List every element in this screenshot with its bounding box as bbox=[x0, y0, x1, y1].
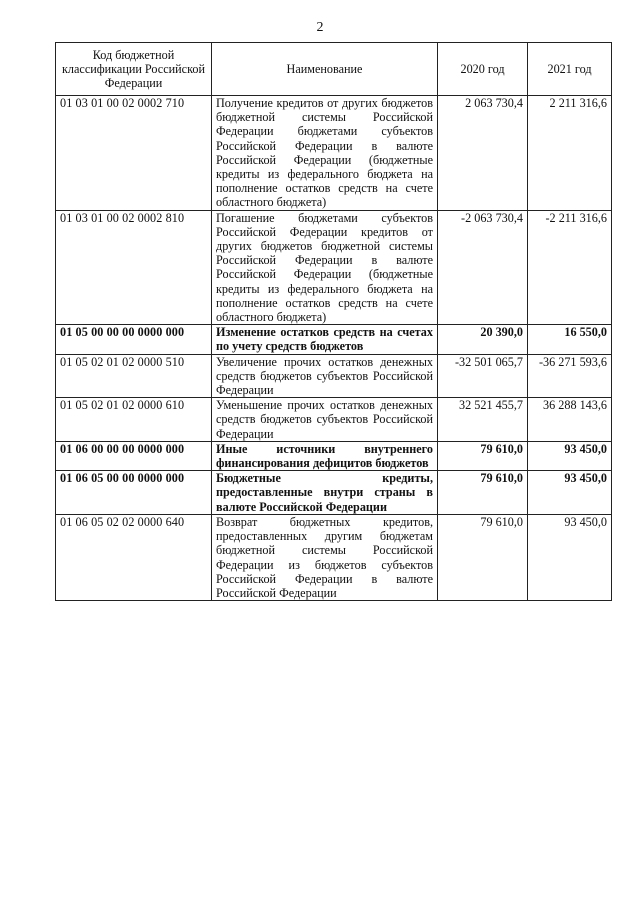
row-value-2021: 16 550,0 bbox=[528, 325, 612, 354]
row-value-2021: 2 211 316,6 bbox=[528, 96, 612, 211]
row-value-2020: -2 063 730,4 bbox=[438, 210, 528, 325]
table-row bbox=[56, 96, 612, 211]
row-value-2020: 79 610,0 bbox=[438, 441, 528, 470]
row-code: 01 05 02 01 02 0000 610 bbox=[56, 398, 212, 442]
row-code: 01 05 02 01 02 0000 510 bbox=[56, 354, 212, 398]
row-code: 01 06 00 00 00 0000 000 bbox=[56, 441, 212, 470]
header-year-2021: 2021 год bbox=[528, 43, 612, 96]
row-name: Возврат бюджетных кредитов, предоставленных другим бюджетам бюджетной системы Российской Федерации из бюджетов субъектов Российской Федерации в валюте Российской Федерации bbox=[212, 514, 438, 600]
table-row-total bbox=[56, 441, 612, 470]
row-value-2021: 93 450,0 bbox=[528, 471, 612, 515]
row-value-2020: 2 063 730,4 bbox=[438, 96, 528, 211]
row-name: Увеличение прочих остатков денежных средств бюджетов субъектов Российской Федерации bbox=[212, 354, 438, 398]
header-year-2020: 2020 год bbox=[438, 43, 528, 96]
row-name: Уменьшение прочих остатков денежных средств бюджетов субъектов Российской Федерации bbox=[212, 398, 438, 442]
row-name: Бюджетные кредиты, предоставленные внутри страны в валюте Российской Федерации bbox=[212, 471, 438, 515]
budget-sources-table bbox=[55, 42, 612, 601]
page-number: 2 bbox=[316, 20, 324, 35]
row-code: 01 06 05 00 00 0000 000 bbox=[56, 471, 212, 515]
table-row bbox=[56, 210, 612, 325]
row-name: Иные источники внутреннего финансирования дефицитов бюджетов bbox=[212, 441, 438, 470]
table-row-total bbox=[56, 325, 612, 354]
row-code: 01 06 05 02 02 0000 640 bbox=[56, 514, 212, 600]
row-value-2020: 79 610,0 bbox=[438, 471, 528, 515]
table-row bbox=[56, 514, 612, 600]
header-name: Наименование bbox=[212, 43, 438, 96]
row-value-2020: 32 521 455,7 bbox=[438, 398, 528, 442]
row-name: Получение кредитов от других бюджетов бюджетной системы Российской Федерации бюджетами субъектов Российской Федерации в валюте Российской Федерации (бюджетные кредиты из федерального бюджета на пополнение остатков средств на счете областного бюджета) bbox=[212, 96, 438, 211]
table-row bbox=[56, 398, 612, 442]
header-code: Код бюджетной классификации Российской Федерации bbox=[56, 43, 212, 96]
row-value-2020: 20 390,0 bbox=[438, 325, 528, 354]
row-value-2021: 93 450,0 bbox=[528, 441, 612, 470]
row-code: 01 03 01 00 02 0002 810 bbox=[56, 210, 212, 325]
row-code: 01 05 00 00 00 0000 000 bbox=[56, 325, 212, 354]
table-header-row bbox=[56, 43, 612, 96]
table-row-total bbox=[56, 471, 612, 515]
row-code: 01 03 01 00 02 0002 710 bbox=[56, 96, 212, 211]
row-value-2020: 79 610,0 bbox=[438, 514, 528, 600]
row-value-2020: -32 501 065,7 bbox=[438, 354, 528, 398]
row-value-2021: -2 211 316,6 bbox=[528, 210, 612, 325]
row-value-2021: -36 271 593,6 bbox=[528, 354, 612, 398]
row-name: Погашение бюджетами субъектов Российской Федерации кредитов от других бюджетов бюджетной системы Российской Федерации в валюте Российской Федерации (бюджетные кредиты из федерального бюджета на пополнение остатков средств на счете областного бюджета) bbox=[212, 210, 438, 325]
row-value-2021: 36 288 143,6 bbox=[528, 398, 612, 442]
table-row bbox=[56, 354, 612, 398]
row-value-2021: 93 450,0 bbox=[528, 514, 612, 600]
row-name: Изменение остатков средств на счетах по учету средств бюджетов bbox=[212, 325, 438, 354]
